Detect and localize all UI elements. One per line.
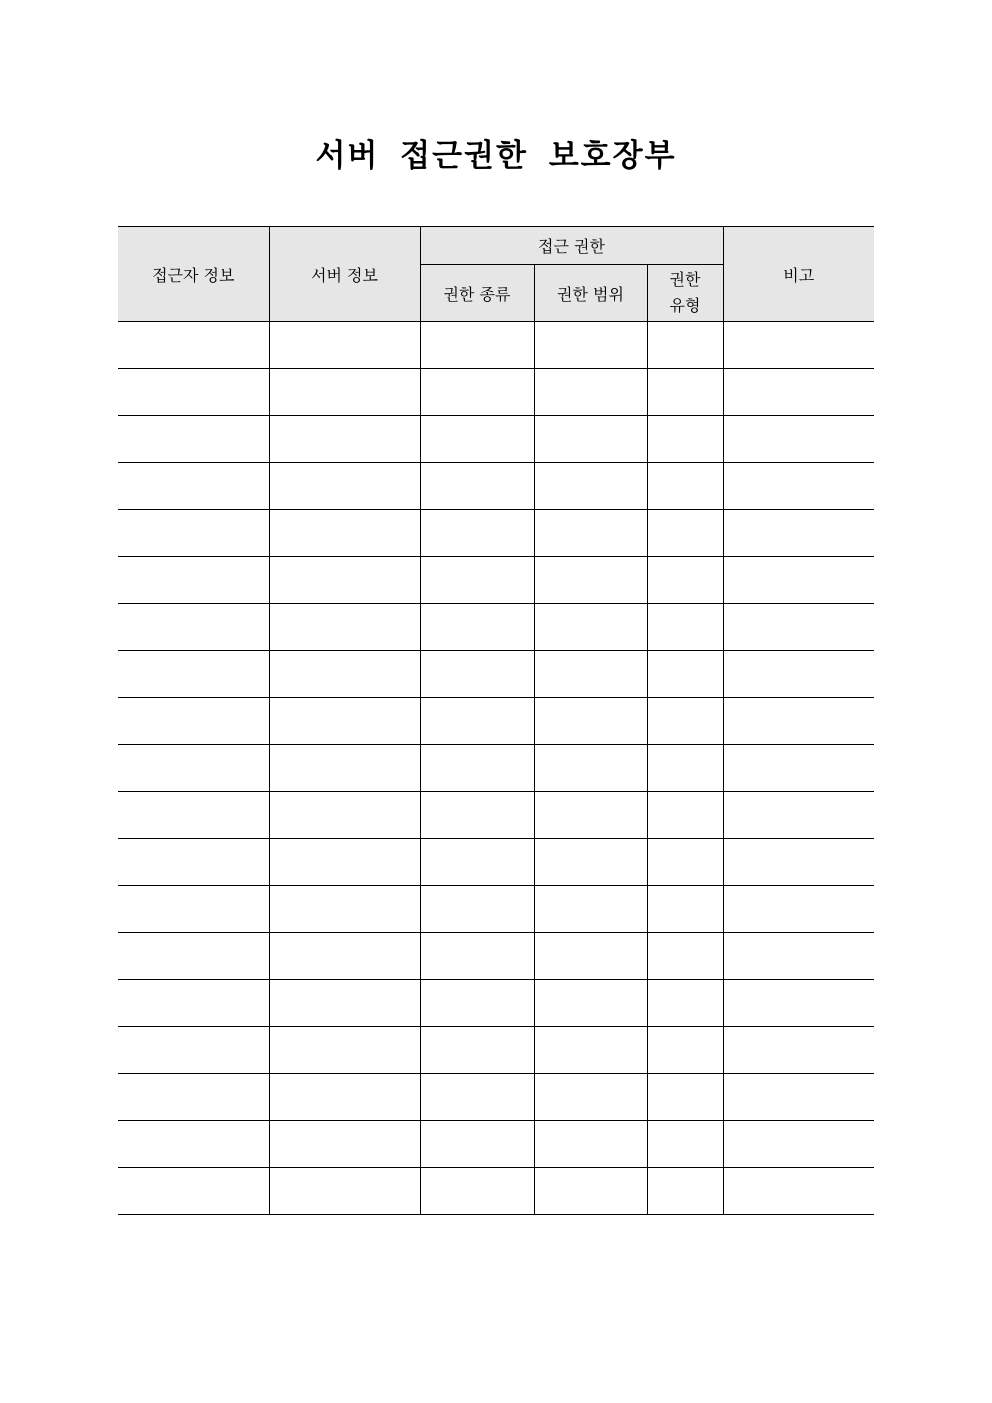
table-body <box>118 322 874 1215</box>
accessor-info-cell[interactable] <box>118 510 269 557</box>
table-row <box>118 886 874 933</box>
accessor-info-cell[interactable] <box>118 1074 269 1121</box>
remarks-cell[interactable] <box>723 1074 874 1121</box>
permission-kind-cell[interactable] <box>420 510 534 557</box>
permission-kind-cell[interactable] <box>420 698 534 745</box>
permission-scope-cell[interactable] <box>534 792 647 839</box>
table-row <box>118 792 874 839</box>
header-permission-type <box>647 265 723 322</box>
remarks-cell[interactable] <box>723 886 874 933</box>
permission-scope-cell[interactable] <box>534 1121 647 1168</box>
remarks-cell[interactable] <box>723 557 874 604</box>
table-row <box>118 557 874 604</box>
accessor-info-cell[interactable] <box>118 416 269 463</box>
access-ledger-table <box>118 226 874 1215</box>
accessor-info-cell[interactable] <box>118 698 269 745</box>
server-info-cell[interactable] <box>269 1168 420 1215</box>
table-header <box>118 227 874 322</box>
remarks-cell[interactable] <box>723 839 874 886</box>
permission-scope-cell[interactable] <box>534 1168 647 1215</box>
permission-kind-cell[interactable] <box>420 980 534 1027</box>
permission-type-cell[interactable] <box>647 322 723 369</box>
permission-scope-cell[interactable] <box>534 510 647 557</box>
document-title: 서버 접근권한 보호장부 <box>315 138 677 174</box>
table-row <box>118 839 874 886</box>
server-info-cell[interactable] <box>269 510 420 557</box>
permission-kind-cell[interactable] <box>420 322 534 369</box>
remarks-cell[interactable] <box>723 322 874 369</box>
permission-kind-cell[interactable] <box>420 1168 534 1215</box>
table-row <box>118 463 874 510</box>
remarks-cell[interactable] <box>723 369 874 416</box>
accessor-info-cell[interactable] <box>118 886 269 933</box>
permission-type-cell[interactable] <box>647 557 723 604</box>
accessor-info-cell[interactable] <box>118 1168 269 1215</box>
header-permission-type-label: 권한 유형 <box>669 270 701 315</box>
table-row <box>118 416 874 463</box>
permission-scope-cell[interactable] <box>534 369 647 416</box>
accessor-info-cell[interactable] <box>118 980 269 1027</box>
permission-kind-cell[interactable] <box>420 1027 534 1074</box>
permission-type-cell[interactable] <box>647 463 723 510</box>
permission-type-cell[interactable] <box>647 1074 723 1121</box>
permission-scope-cell[interactable] <box>534 1074 647 1121</box>
permission-scope-cell[interactable] <box>534 416 647 463</box>
accessor-info-cell[interactable] <box>118 933 269 980</box>
header-server-info: 서버 정보 <box>269 227 420 322</box>
remarks-cell[interactable] <box>723 604 874 651</box>
table-row <box>118 1074 874 1121</box>
permission-scope-cell[interactable] <box>534 933 647 980</box>
remarks-cell[interactable] <box>723 1121 874 1168</box>
server-info-cell[interactable] <box>269 369 420 416</box>
server-info-cell[interactable] <box>269 604 420 651</box>
server-info-cell[interactable] <box>269 322 420 369</box>
table-row <box>118 604 874 651</box>
table-row <box>118 980 874 1027</box>
permission-type-cell[interactable] <box>647 886 723 933</box>
accessor-info-cell[interactable] <box>118 557 269 604</box>
permission-scope-cell[interactable] <box>534 839 647 886</box>
accessor-info-cell[interactable] <box>118 1027 269 1074</box>
permission-kind-cell[interactable] <box>420 792 534 839</box>
server-info-cell[interactable] <box>269 1121 420 1168</box>
permission-kind-cell[interactable] <box>420 1074 534 1121</box>
server-info-cell[interactable] <box>269 651 420 698</box>
remarks-cell[interactable] <box>723 933 874 980</box>
table-row <box>118 651 874 698</box>
header-access-permission: 접근 권한 <box>420 227 723 265</box>
server-info-cell[interactable] <box>269 933 420 980</box>
permission-type-cell[interactable] <box>647 1121 723 1168</box>
permission-type-cell[interactable] <box>647 792 723 839</box>
permission-kind-cell[interactable] <box>420 839 534 886</box>
remarks-cell[interactable] <box>723 792 874 839</box>
accessor-info-cell[interactable] <box>118 463 269 510</box>
permission-type-cell[interactable] <box>647 604 723 651</box>
remarks-cell[interactable] <box>723 1168 874 1215</box>
header-remarks: 비고 <box>723 227 874 322</box>
server-info-cell[interactable] <box>269 1074 420 1121</box>
permission-kind-cell[interactable] <box>420 557 534 604</box>
permission-kind-cell[interactable] <box>420 933 534 980</box>
permission-scope-cell[interactable] <box>534 1027 647 1074</box>
accessor-info-cell[interactable] <box>118 322 269 369</box>
remarks-cell[interactable] <box>723 651 874 698</box>
server-info-cell[interactable] <box>269 886 420 933</box>
permission-type-cell[interactable] <box>647 745 723 792</box>
server-info-cell[interactable] <box>269 416 420 463</box>
permission-scope-cell[interactable] <box>534 604 647 651</box>
accessor-info-cell[interactable] <box>118 745 269 792</box>
server-info-cell[interactable] <box>269 698 420 745</box>
accessor-info-cell[interactable] <box>118 839 269 886</box>
permission-kind-cell[interactable] <box>420 1121 534 1168</box>
accessor-info-cell[interactable] <box>118 1121 269 1168</box>
accessor-info-cell[interactable] <box>118 651 269 698</box>
header-permission-scope: 권한 범위 <box>534 265 647 322</box>
remarks-cell[interactable] <box>723 416 874 463</box>
permission-kind-cell[interactable] <box>420 369 534 416</box>
accessor-info-cell[interactable] <box>118 369 269 416</box>
permission-type-cell[interactable] <box>647 369 723 416</box>
table-row <box>118 698 874 745</box>
permission-kind-cell[interactable] <box>420 886 534 933</box>
server-info-cell[interactable] <box>269 792 420 839</box>
header-accessor-info: 접근자 정보 <box>118 227 269 322</box>
accessor-info-cell[interactable] <box>118 604 269 651</box>
server-info-cell[interactable] <box>269 1027 420 1074</box>
header-permission-kind: 권한 종류 <box>420 265 534 322</box>
remarks-cell[interactable] <box>723 1027 874 1074</box>
permission-type-cell[interactable] <box>647 698 723 745</box>
table-row <box>118 933 874 980</box>
server-info-cell[interactable] <box>269 980 420 1027</box>
permission-kind-cell[interactable] <box>420 745 534 792</box>
permission-type-cell[interactable] <box>647 1027 723 1074</box>
remarks-cell[interactable] <box>723 510 874 557</box>
permission-scope-cell[interactable] <box>534 980 647 1027</box>
table-row <box>118 1121 874 1168</box>
permission-scope-cell[interactable] <box>534 557 647 604</box>
server-info-cell[interactable] <box>269 463 420 510</box>
accessor-info-cell[interactable] <box>118 792 269 839</box>
table-row <box>118 745 874 792</box>
permission-type-cell[interactable] <box>647 510 723 557</box>
remarks-cell[interactable] <box>723 698 874 745</box>
permission-scope-cell[interactable] <box>534 463 647 510</box>
permission-type-cell[interactable] <box>647 839 723 886</box>
permission-type-cell[interactable] <box>647 933 723 980</box>
remarks-cell[interactable] <box>723 745 874 792</box>
permission-type-cell[interactable] <box>647 416 723 463</box>
table-row <box>118 322 874 369</box>
permission-type-cell[interactable] <box>647 651 723 698</box>
table-row <box>118 369 874 416</box>
table-row <box>118 510 874 557</box>
remarks-cell[interactable] <box>723 463 874 510</box>
permission-type-cell[interactable] <box>647 980 723 1027</box>
permission-kind-cell[interactable] <box>420 416 534 463</box>
permission-kind-cell[interactable] <box>420 604 534 651</box>
permission-scope-cell[interactable] <box>534 886 647 933</box>
server-info-cell[interactable] <box>269 745 420 792</box>
server-info-cell[interactable] <box>269 557 420 604</box>
permission-type-cell[interactable] <box>647 1168 723 1215</box>
server-info-cell[interactable] <box>269 839 420 886</box>
permission-scope-cell[interactable] <box>534 745 647 792</box>
remarks-cell[interactable] <box>723 980 874 1027</box>
table-row <box>118 1168 874 1215</box>
permission-kind-cell[interactable] <box>420 651 534 698</box>
permission-scope-cell[interactable] <box>534 698 647 745</box>
permission-scope-cell[interactable] <box>534 651 647 698</box>
table-row <box>118 1027 874 1074</box>
permission-scope-cell[interactable] <box>534 322 647 369</box>
permission-kind-cell[interactable] <box>420 463 534 510</box>
